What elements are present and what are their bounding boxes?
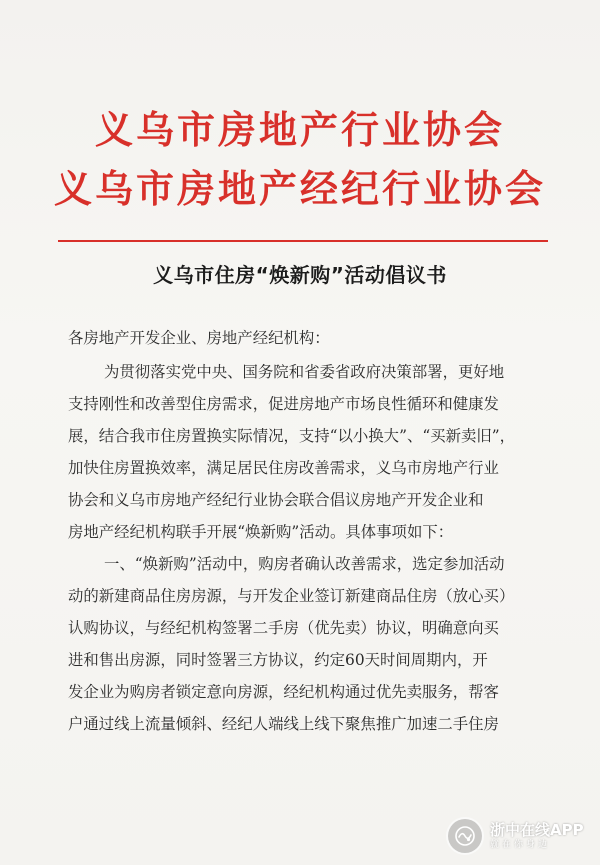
paragraph-1-line: 为贯彻落实党中央、国务院和省委省政府决策部署，更好地 [104,363,505,381]
paragraph-2-line: 一、“焕新购”活动中，购房者确认改善需求，选定参加活动 [104,555,505,573]
paragraph-2-line: 进和售出房源，同时签署三方协议，约定60天时间周期内，开 [68,651,488,669]
org-title-real-estate-association: 义乌市房地产行业协会 [94,107,505,152]
paragraph-2-line: 认购协议，与经纪机构签署二手房（优先卖）协议，明确意向买 [68,619,499,637]
org-title-brokerage-association: 义乌市房地产经纪行业协会 [53,166,546,211]
watermark-app-name: 浙中在线APP [490,821,584,839]
paragraph-1-line: 展，结合我市住房置换实际情况，支持“以小换大”、“买新卖旧”， [68,427,516,445]
zhezhong-online-logo-icon [446,817,484,855]
app-watermark [446,814,596,858]
red-header-divider [58,240,548,242]
paragraph-2-line: 户通过线上流量倾斜、经纪人端线上线下聚焦推广加速二手住房 [68,715,499,733]
watermark-text [490,821,584,851]
salutation: 各房地产开发企业、房地产经纪机构： [68,329,330,347]
paragraph-1-line: 加快住房置换效率，满足居民住房改善需求，义乌市房地产行业 [68,459,499,477]
paragraph-1-line: 协会和义乌市房地产经纪行业协会联合倡议房地产开发企业和 [68,491,484,509]
watermark-slogan: 就在你身边 [490,840,551,850]
document-title: 义乌市住房“焕新购”活动倡议书 [153,263,447,287]
paragraph-1-line: 支持刚性和改善型住房需求，促进房地产市场良性循环和健康发 [68,395,499,413]
paragraph-1-line: 房地产经纪机构联手开展“焕新购”活动。具体事项如下： [68,523,454,541]
paragraph-2-line: 动的新建商品住房房源，与开发企业签订新建商品住房（放心买） [68,587,515,605]
paragraph-2-line: 发企业为购房者锁定意向房源，经纪机构通过优先卖服务，帮客 [68,683,499,701]
